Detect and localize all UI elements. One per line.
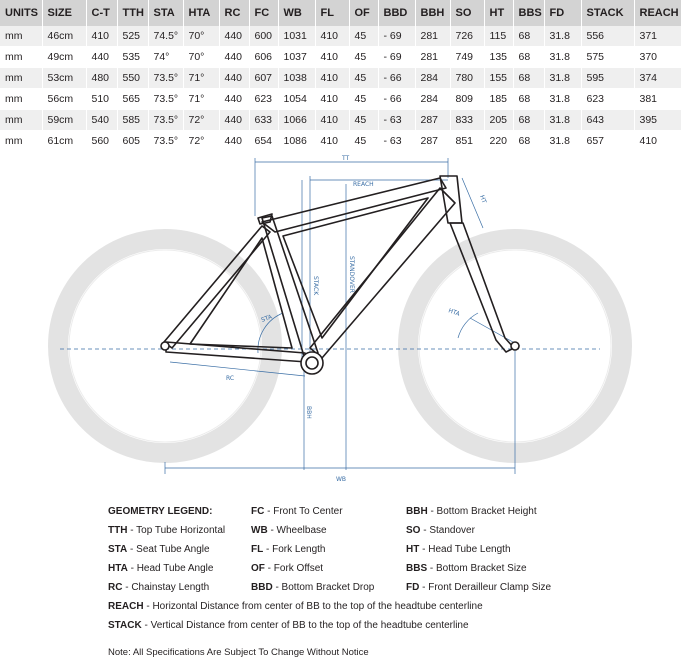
table-cell: 70° <box>183 26 219 47</box>
table-cell: 68 <box>513 110 544 131</box>
legend-item-hta: HTA - Head Tube Angle <box>108 563 214 574</box>
bottom-bracket <box>301 352 323 374</box>
column-header-fc: FC <box>249 0 278 26</box>
label-sta: STA <box>260 313 274 324</box>
table-cell: 45 <box>349 26 378 47</box>
column-header-sta: STA <box>148 0 183 26</box>
table-cell: 31.8 <box>544 89 581 110</box>
table-cell: - 69 <box>378 47 415 68</box>
table-cell: 56cm <box>42 89 86 110</box>
table-cell: 633 <box>249 110 278 131</box>
column-header-stack: STACK <box>581 0 634 26</box>
table-cell: 410 <box>315 68 349 89</box>
table-cell: 71° <box>183 89 219 110</box>
table-cell: 72° <box>183 131 219 152</box>
legend-item-fl: FL - Fork Length <box>251 544 326 555</box>
table-cell: mm <box>0 110 42 131</box>
table-cell: - 66 <box>378 68 415 89</box>
table-cell: 1038 <box>278 68 315 89</box>
table-cell: 657 <box>581 131 634 152</box>
table-cell: 115 <box>484 26 513 47</box>
table-cell: 726 <box>450 26 484 47</box>
table-cell: 185 <box>484 89 513 110</box>
table-cell: 575 <box>581 47 634 68</box>
table-cell: 607 <box>249 68 278 89</box>
label-wb: WB <box>336 476 347 483</box>
table-row <box>0 89 681 110</box>
table-cell: 68 <box>513 131 544 152</box>
table-cell: 525 <box>117 26 148 47</box>
table-cell: 73.5° <box>148 110 183 131</box>
table-cell: 284 <box>415 89 450 110</box>
column-header-size: SIZE <box>42 0 86 26</box>
table-cell: 371 <box>634 26 681 47</box>
label-reach: REACH <box>353 181 374 188</box>
table-cell: 31.8 <box>544 47 581 68</box>
column-header-ht: HT <box>484 0 513 26</box>
column-header-rc: RC <box>219 0 249 26</box>
column-header-tth: TTH <box>117 0 148 26</box>
table-cell: 480 <box>86 68 117 89</box>
table-cell: 410 <box>315 131 349 152</box>
geometry-table <box>0 0 681 152</box>
column-header-fl: FL <box>315 0 349 26</box>
table-cell: 440 <box>219 68 249 89</box>
column-header-reach: REACH <box>634 0 681 26</box>
table-cell: - 63 <box>378 131 415 152</box>
table-cell: 560 <box>86 131 117 152</box>
geometry-legend <box>0 500 681 661</box>
table-cell: 606 <box>249 47 278 68</box>
table-cell: 374 <box>634 68 681 89</box>
table-cell: 1037 <box>278 47 315 68</box>
table-cell: 287 <box>415 131 450 152</box>
table-cell: 410 <box>86 26 117 47</box>
table-row <box>0 47 681 68</box>
table-cell: 540 <box>86 110 117 131</box>
table-cell: 410 <box>634 131 681 152</box>
table-cell: - 69 <box>378 26 415 47</box>
table-cell: 1086 <box>278 131 315 152</box>
table-cell: 59cm <box>42 110 86 131</box>
column-header-of: OF <box>349 0 378 26</box>
table-cell: - 63 <box>378 110 415 131</box>
table-cell: 72° <box>183 110 219 131</box>
legend-item-so: SO - Standover <box>406 525 475 536</box>
table-cell: 45 <box>349 68 378 89</box>
table-body <box>0 26 681 152</box>
table-cell: 440 <box>219 26 249 47</box>
column-header-hta: HTA <box>183 0 219 26</box>
rear-axle <box>161 342 169 350</box>
bike-geometry-diagram <box>0 148 681 500</box>
label-standover: STANDOVER <box>348 256 355 293</box>
table-cell: - 66 <box>378 89 415 110</box>
bike-frame <box>161 176 519 374</box>
table-cell: 440 <box>219 110 249 131</box>
table-cell: 71° <box>183 68 219 89</box>
legend-item-bbd: BBD - Bottom Bracket Drop <box>251 582 375 593</box>
label-bbh: BBH <box>305 406 312 419</box>
table-cell: 410 <box>315 26 349 47</box>
column-header-wb: WB <box>278 0 315 26</box>
table-cell: 833 <box>450 110 484 131</box>
table-cell: 70° <box>183 47 219 68</box>
legend-note: Note: All Specifications Are Subject To Change Without Notice <box>108 647 369 658</box>
seat-clamp <box>258 214 272 224</box>
legend-item-ht: HT - Head Tube Length <box>406 544 511 555</box>
table-cell: 45 <box>349 131 378 152</box>
table-cell: 623 <box>249 89 278 110</box>
table-cell: 440 <box>219 131 249 152</box>
column-header-bbs: BBS <box>513 0 544 26</box>
table-cell: 440 <box>219 47 249 68</box>
table-cell: 654 <box>249 131 278 152</box>
table-cell: 31.8 <box>544 26 581 47</box>
column-header-fd: FD <box>544 0 581 26</box>
table-row <box>0 110 681 131</box>
table-row <box>0 26 681 47</box>
table-cell: 550 <box>117 68 148 89</box>
label-hta: HTA <box>447 307 461 318</box>
table-cell: mm <box>0 47 42 68</box>
table-cell: 68 <box>513 26 544 47</box>
table-cell: 410 <box>315 47 349 68</box>
legend-item-wb: WB - Wheelbase <box>251 525 327 536</box>
table-cell: 155 <box>484 68 513 89</box>
table-cell: 73.5° <box>148 68 183 89</box>
table-cell: 440 <box>86 47 117 68</box>
legend-item-bbs: BBS - Bottom Bracket Size <box>406 563 527 574</box>
column-header-so: SO <box>450 0 484 26</box>
legend-item-fd: FD - Front Derailleur Clamp Size <box>406 582 552 593</box>
column-header-units: UNITS <box>0 0 42 26</box>
table-cell: mm <box>0 89 42 110</box>
table-cell: 565 <box>117 89 148 110</box>
table-cell: 45 <box>349 89 378 110</box>
label-rc: RC <box>226 375 235 382</box>
table-cell: 585 <box>117 110 148 131</box>
table-cell: 605 <box>117 131 148 152</box>
table-cell: 53cm <box>42 68 86 89</box>
table-cell: 749 <box>450 47 484 68</box>
legend-item-reach: REACH - Horizontal Distance from center of BB to the top of the headtube centerline <box>108 601 483 612</box>
table-cell: 205 <box>484 110 513 131</box>
table-cell: 45 <box>349 47 378 68</box>
label-tt: TT <box>342 155 350 162</box>
column-header-bbd: BBD <box>378 0 415 26</box>
table-cell: 281 <box>415 47 450 68</box>
table-cell: mm <box>0 131 42 152</box>
table-cell: 809 <box>450 89 484 110</box>
table-cell: 74.5° <box>148 26 183 47</box>
table-cell: 1054 <box>278 89 315 110</box>
table-cell: 74° <box>148 47 183 68</box>
legend-item-bbh: BBH - Bottom Bracket Height <box>406 506 537 517</box>
table-cell: 68 <box>513 47 544 68</box>
legend-item-stack: STACK - Vertical Distance from center of BB to the top of the headtube centerline <box>108 620 469 631</box>
table-cell: 851 <box>450 131 484 152</box>
table-cell: 31.8 <box>544 68 581 89</box>
table-cell: 45 <box>349 110 378 131</box>
table-cell: 220 <box>484 131 513 152</box>
table-cell: 535 <box>117 47 148 68</box>
table-cell: 556 <box>581 26 634 47</box>
table-cell: 281 <box>415 26 450 47</box>
legend-item-fc: FC - Front To Center <box>251 506 343 517</box>
table-cell: 1031 <box>278 26 315 47</box>
table-cell: 510 <box>86 89 117 110</box>
table-cell: 595 <box>581 68 634 89</box>
label-ht: HT <box>478 194 488 205</box>
table-cell: mm <box>0 68 42 89</box>
table-cell: 46cm <box>42 26 86 47</box>
table-cell: 643 <box>581 110 634 131</box>
table-cell: 780 <box>450 68 484 89</box>
column-header-bbh: BBH <box>415 0 450 26</box>
table-cell: 1066 <box>278 110 315 131</box>
legend-item-sta: STA - Seat Tube Angle <box>108 544 210 555</box>
table-cell: 73.5° <box>148 89 183 110</box>
table-cell: 287 <box>415 110 450 131</box>
legend-item-tth: TTH - Top Tube Horizontal <box>108 525 226 536</box>
label-stack: STACK <box>312 276 319 296</box>
table-cell: 381 <box>634 89 681 110</box>
table-cell: 73.5° <box>148 131 183 152</box>
table-cell: 410 <box>315 110 349 131</box>
table-cell: 370 <box>634 47 681 68</box>
table-cell: 68 <box>513 68 544 89</box>
table-cell: 600 <box>249 26 278 47</box>
front-axle <box>511 342 519 350</box>
table-cell: 61cm <box>42 131 86 152</box>
table-cell: 395 <box>634 110 681 131</box>
table-cell: 284 <box>415 68 450 89</box>
table-cell: 623 <box>581 89 634 110</box>
table-cell: 135 <box>484 47 513 68</box>
table-header-row <box>0 0 681 26</box>
table-cell: 440 <box>219 89 249 110</box>
legend-item-of: OF - Fork Offset <box>251 563 324 574</box>
legend-item-rc: RC - Chainstay Length <box>108 582 210 593</box>
chain-stay <box>166 342 307 362</box>
table-cell: 49cm <box>42 47 86 68</box>
column-header-ct: C-T <box>86 0 117 26</box>
table-row <box>0 68 681 89</box>
table-cell: mm <box>0 26 42 47</box>
legend-title: GEOMETRY LEGEND: <box>108 506 213 517</box>
table-cell: 31.8 <box>544 110 581 131</box>
table-cell: 31.8 <box>544 131 581 152</box>
table-cell: 410 <box>315 89 349 110</box>
table-cell: 68 <box>513 89 544 110</box>
